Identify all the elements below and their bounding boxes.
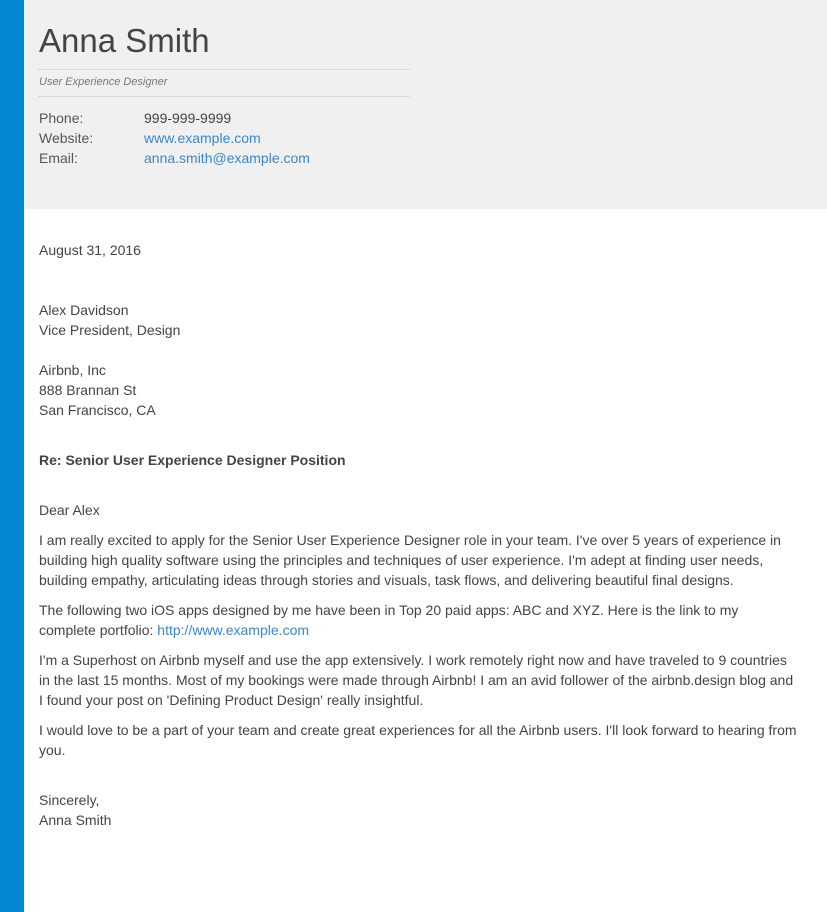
email-link[interactable]: anna.smith@example.com xyxy=(144,150,310,166)
divider xyxy=(39,69,410,70)
paragraph-2 xyxy=(39,600,799,640)
contact-email xyxy=(39,148,310,168)
accent-sidebar xyxy=(0,0,24,912)
contact-website xyxy=(39,128,310,148)
contact-info xyxy=(39,108,310,168)
address-line-2: San Francisco, CA xyxy=(39,402,156,418)
resume-header xyxy=(24,0,827,209)
letter-subject: Re: Senior User Experience Designer Position xyxy=(39,452,346,468)
recipient-name: Alex Davidson xyxy=(39,302,129,318)
website-label: Website: xyxy=(39,130,94,146)
paragraph-3: I'm a Superhost on Airbnb myself and use the app extensively. I work remotely right now and have traveled to 9 countries in the last 15 months. Most of my bookings were made through Airbnb! I am an avid follower of the airbnb.design blog and I found your post on 'Defining Product Design' really insightful. xyxy=(39,652,794,708)
signature: Anna Smith xyxy=(39,812,112,828)
paragraph-1: I am really excited to apply for the Senior User Experience Designer role in your team. I've over 5 years of experience in building high quality software using the principles and techniques of user experience. I'm adept at finding user needs, building empathy, articulating ideas through stories and visuals, task flows, and delivering beautiful final designs. xyxy=(39,532,781,588)
salutation: Dear Alex xyxy=(39,502,100,518)
applicant-name: Anna Smith xyxy=(39,22,210,59)
closing: Sincerely, xyxy=(39,792,100,808)
portfolio-link[interactable]: http://www.example.com xyxy=(157,622,310,638)
address-line-1: 888 Brannan St xyxy=(39,382,137,398)
applicant-title: User Experience Designer xyxy=(39,76,168,88)
website-link[interactable]: www.example.com xyxy=(144,130,261,146)
phone-value: 999-999-9999 xyxy=(144,110,232,126)
email-label: Email: xyxy=(39,150,78,166)
divider xyxy=(39,96,410,97)
letter-date: August 31, 2016 xyxy=(39,242,141,258)
company-name: Airbnb, Inc xyxy=(39,362,106,378)
phone-label: Phone: xyxy=(39,110,84,126)
cover-letter xyxy=(39,240,799,830)
paragraph-4: I would love to be a part of your team and create great experiences for all the Airbnb users. I'll look forward to hearing from you. xyxy=(39,722,797,758)
recipient-title: Vice President, Design xyxy=(39,322,181,338)
contact-phone xyxy=(39,108,310,128)
paragraph-2-text: The following two iOS apps designed by me have been in Top 20 paid apps: ABC and XYZ. Here is the link to my complete portfolio: xyxy=(39,602,739,638)
